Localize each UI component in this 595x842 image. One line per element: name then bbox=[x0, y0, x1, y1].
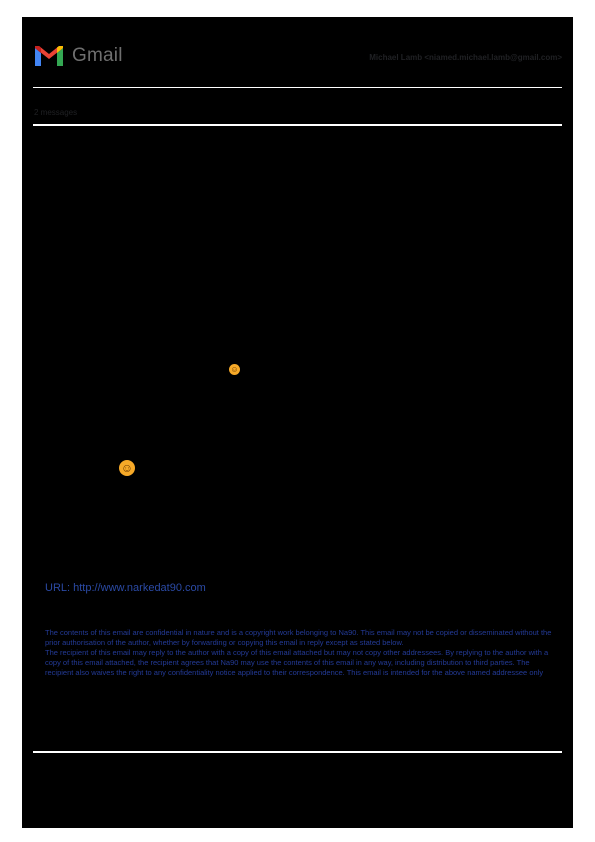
disclaimer-paragraph-2: The recipient of this email may reply to the author with a copy of this email attached but may not copy other addressees. By replying to the author with a copy of this email attached, the recipient agrees that Na90 may use the contents of this email in any way, including distribution to third parties. The recipient also waives the right to any confidentiality notice applied to their correspondence. This email is intended for the above named addressee only bbox=[45, 648, 549, 677]
gmail-logo-icon bbox=[33, 44, 65, 68]
smiley-glyph-large: ☺ bbox=[120, 461, 134, 475]
message-count: 2 messages bbox=[34, 108, 78, 117]
sender-name-email: Michael Lamb <niamed.michael.lamb@gmail.com> bbox=[369, 53, 562, 62]
confidentiality-disclaimer bbox=[45, 628, 555, 678]
smiley-emoji-icon bbox=[229, 364, 240, 375]
email-print-page bbox=[22, 17, 573, 828]
smiley-emoji-large-icon bbox=[119, 460, 135, 476]
footer-divider bbox=[33, 751, 562, 753]
thread-divider bbox=[33, 124, 562, 126]
disclaimer-paragraph-1: The contents of this email are confidential in nature and is a copyright work belonging to Na90. This email may not be copied or disseminated without the prior authorisation of the author, whether by forwarding or copying this email in reply except as stated below. bbox=[45, 628, 552, 647]
signature-url bbox=[45, 582, 206, 594]
website-link[interactable]: http://www.narkedat90.com bbox=[73, 582, 206, 594]
url-label: URL: bbox=[45, 582, 71, 594]
header-divider bbox=[33, 87, 562, 88]
smiley-glyph: ☺ bbox=[230, 364, 239, 374]
gmail-brand-text: Gmail bbox=[72, 45, 123, 66]
